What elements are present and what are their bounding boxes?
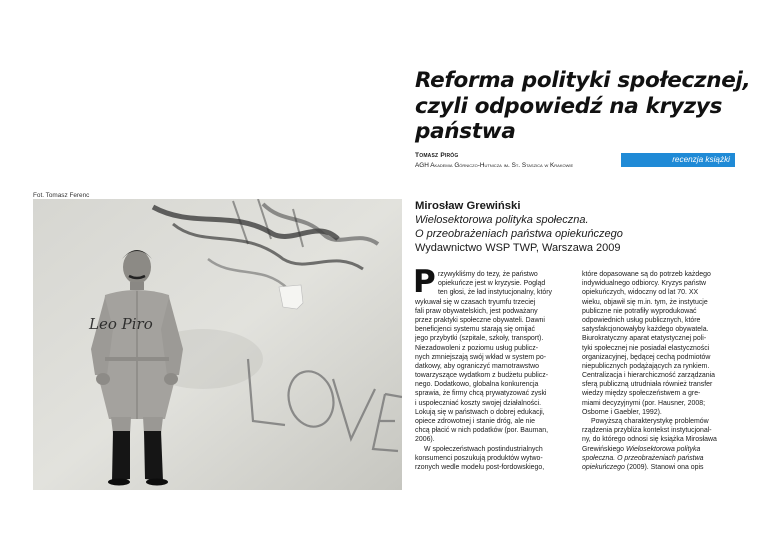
text-line: niepublicznych podążających za rynkiem.: [582, 362, 710, 370]
text-segment: (2009). Stanowi ona opis: [624, 463, 704, 471]
text-line: towarzyszące wydatkom z budżetu publicz-: [415, 372, 549, 380]
text-line: publiczne nie potrafiły wyprodukować: [582, 307, 697, 315]
text-line: organizacyjnej, będącej cechą podmiotów: [582, 353, 711, 361]
article-column-2: [582, 270, 744, 472]
text-line: Osborne i Gaebler, 1992).: [582, 408, 662, 416]
text-line: Lokują się w państwach o dobrej edukacji,: [415, 408, 545, 416]
text-line: nych zmniejszają swój wkład w system po-: [415, 353, 547, 361]
text-line: Centralizacja i hierarchiczność zarządzania: [582, 372, 716, 380]
text-line: sprawia, że firmy chcą prywatyzować zyski: [415, 390, 547, 398]
text-line: chcą płacić w nich podatków (por. Bauman,: [415, 427, 549, 435]
text-line: rzonych wedle modelu post-fordowskiego,: [415, 463, 545, 471]
text-line: odpowiednich usług publicznych, które: [582, 316, 701, 324]
text-line: sferą publiczną utrudniała również transfer: [582, 381, 713, 389]
text-line: wieku, objawił się m.in. tym, że instytucje: [582, 298, 708, 306]
article-author: Tomasz Piróg: [415, 152, 459, 159]
book-title-line2: O przeobrażeniach państwa opiekuńczego: [415, 228, 623, 240]
photo-credit: Fot. Tomasz Ferenc: [33, 192, 90, 199]
text-line: konsumenci poszukują produktów wytwo-: [415, 454, 543, 462]
text-line: które dopasowane są do potrzeb każdego: [582, 271, 711, 278]
text-line: przez praktyki społeczne obywateli. Dawni: [415, 316, 545, 324]
text-line: rzywykliśmy do tezy, że państwo: [438, 271, 538, 278]
text-line: opiece zdrowotnej i stanie dróg, ale nie: [415, 418, 535, 425]
text-line: datkowy, aby ograniczyć marnotrawstwo: [415, 362, 540, 370]
text-line: satysfakcjonowałyby każdego obywatela.: [582, 326, 709, 334]
author-affiliation: AGH Akademia Górniczo-Hutnicza im. St. Staszica w Krakowie: [415, 162, 574, 169]
article-title-line: Reforma polityki społecznej,: [415, 68, 751, 93]
book-title-line1: Wielosektorowa polityka społeczna.: [415, 214, 589, 226]
text-line: ten głosi, że ład instytucjonalny, który: [438, 289, 553, 297]
text-line: [582, 445, 744, 454]
text-line: ny, do którego odnosi się książka Mirosława: [582, 436, 717, 444]
photo-signature: Leo Piro: [89, 315, 153, 333]
text-line: indywidualnego odbiorcy. Kryzys państw: [582, 280, 707, 288]
text-line: opiekuńczych, widoczny od lat 70. XX: [582, 289, 699, 297]
text-line: Biurokratyczny aparat etatystycznej poli-: [582, 335, 707, 343]
text-line: wykuwał się w czasach tryumfu trzeciej: [415, 298, 536, 306]
text-line: rządzenia przybliża kontekst instytucjonal-: [582, 427, 712, 435]
book-author: Mirosław Grewiński: [415, 200, 521, 212]
photo-illustration: [33, 199, 402, 490]
section-badge: recenzja książki: [621, 153, 735, 167]
text-line: Powyższą charakterystykę problemów: [591, 418, 709, 425]
book-publisher: Wydawnictwo WSP TWP, Warszawa 2009: [415, 242, 621, 254]
text-line: i uspołeczniać koszty swojej działalności.: [415, 399, 542, 407]
text-line: Niezadowoleni z poziomu usług publicz-: [415, 344, 539, 352]
text-line: fali praw obywatelskich, jest podważany: [415, 307, 538, 315]
text-line: [582, 463, 744, 472]
text-line: miami decyzyjnymi (por. Hausner, 2008;: [582, 399, 705, 407]
text-line: tyki społecznej nie posiadał elastyczności: [582, 344, 710, 352]
article-title-line: państwa: [415, 119, 516, 144]
text-line: jego przybytki (szpitale, szkoły, transport).: [415, 335, 544, 343]
text-segment: Grewińskiego: [582, 445, 626, 453]
text-line: beneficjenci systemu starają się omijać: [415, 326, 535, 334]
text-line: 2006).: [415, 436, 435, 444]
text-line: społeczna. O przeobrażeniach państwa: [582, 454, 704, 462]
drop-cap: P: [413, 264, 436, 300]
text-line: wiedzy między społeczeństwem a gre-: [582, 390, 701, 398]
article-photo: [33, 199, 402, 490]
book-title-inline: Wielosektorowa polityka: [625, 445, 701, 453]
article-title-line: czyli odpowiedź na kryzys: [415, 93, 723, 119]
book-title-inline: opiekuńczego: [582, 463, 625, 471]
text-line: nego. Dodatkowo, globalna konkurencja: [415, 381, 539, 389]
article-column-1: [415, 270, 577, 472]
article-title: [415, 68, 751, 145]
text-line: opiekuńcze jest w kryzysie. Pogląd: [438, 280, 546, 288]
text-line: W społeczeństwach postindustrialnych: [424, 445, 543, 453]
